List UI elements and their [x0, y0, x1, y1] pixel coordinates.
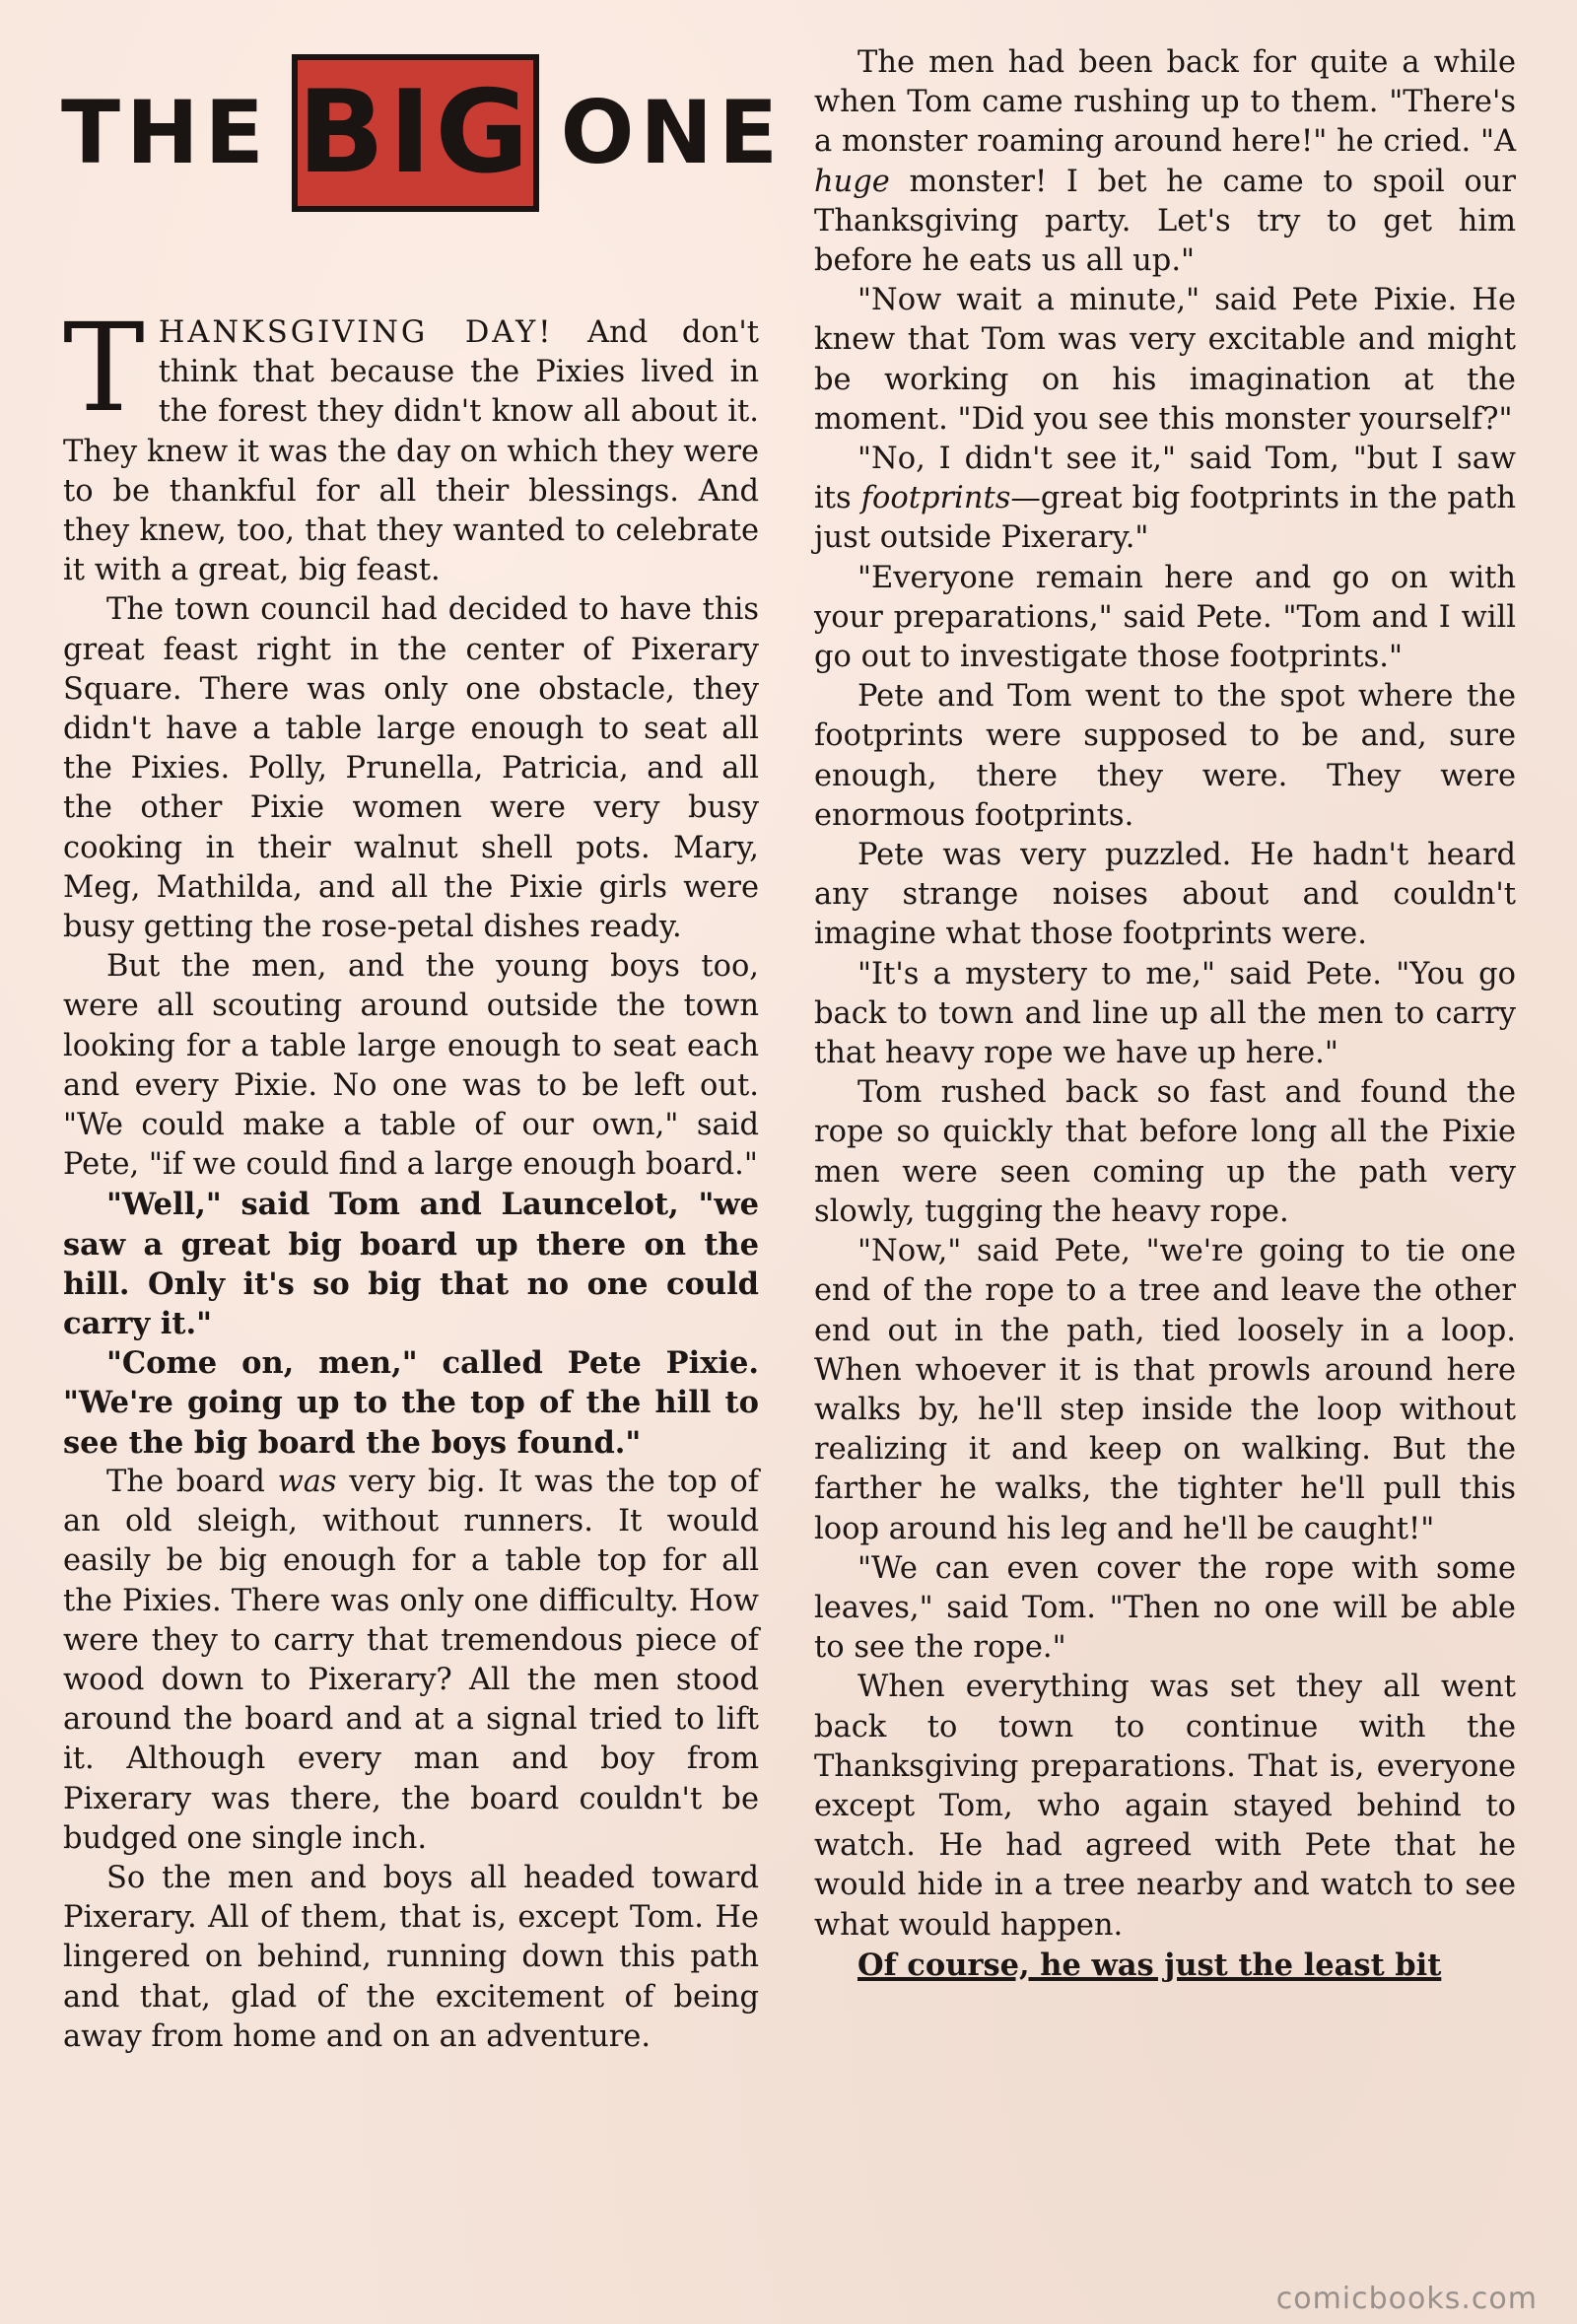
watermark: comicbooks.com — [1275, 2282, 1538, 2316]
paragraph — [814, 43, 1516, 281]
title-red-box — [292, 54, 539, 212]
paragraph: The town council had decided to have this great feast right in the center of Pixerary Square. There was only one obstacle, they didn't have a table large enough to seat all the Pixies. Polly, Prunella, Patricia, and all the other Pixie women were very busy cooking in their walnut shell pots. Mary, Meg, Mathilda, and all the Pixie girls were busy getting the rose-petal dishes ready. — [63, 592, 759, 945]
title-word-the: THE — [61, 82, 270, 183]
paragraph: So the men and boys all headed toward Pixerary. All of them, that is, except Tom. He lingered on behind, running down this path and that, glad of the excitement of being away from home and on an adventure. — [63, 1860, 759, 2054]
paragraph — [63, 298, 759, 590]
paragraph-text: The board — [106, 1464, 278, 1499]
paragraph-text: monster! I bet he came to spoil our Thanksgiving party. Let's try to get him before he eats us all up." — [814, 164, 1516, 279]
paragraph: When everything was set they all went back to town to continue with the Thanksgiving preparations. That is, everyone except Tom, who again stayed behind to watch. He had agreed with Pete that he would hide in a tree nearby and watch to see what would happen. — [814, 1670, 1516, 1943]
paragraph: "It's a mystery to me," said Pete. "You go back to town and line up all the men to carry that heavy rope we have up here." — [814, 956, 1516, 1071]
paragraph: "Everyone remain here and go on with your preparations," said Pete. "Tom and I will go out to investigate those footprints." — [814, 560, 1516, 675]
paragraph: Pete and Tom went to the spot where the footprints were supposed to be and, sure enough, there they were. They were enormous footprints. — [814, 679, 1516, 833]
paragraph: "Come on, men," called Pete Pixie. "We're going up to the top of the hill to see the big board the boys found." — [63, 1345, 759, 1461]
paragraph-text: —great big footprints in the path just outside Pixerary." — [814, 481, 1516, 556]
paragraph-text: And don't think that because the Pixies lived in the forest they didn't know all about it. They knew it was the day on which they were to be thankful for all their blessings. And they knew, too, that they wanted to celebrate it with a great, big feast. — [63, 315, 759, 588]
paragraph: "Well," said Tom and Launcelot, "we saw a great big board up there on the hill. Only it's so big that no one could carry it." — [63, 1187, 759, 1342]
paragraph-text: "No, I didn't see it," said Tom, "but I saw its — [814, 442, 1516, 516]
emphasis: was — [277, 1464, 337, 1499]
paragraph-text: very big. It was the top of an old sleigh, without runners. It would easily be big enough for a table top for all the Pixies. There was only one difficulty. How were they to carry that tremendous piece of wood down to Pixerary? All the men stood around the board and at a signal tried to lift it. Although every man and boy from Pixerary was there, the board couldn't be budged one single inch. — [63, 1464, 759, 1856]
emphasis: footprints — [860, 481, 1011, 516]
left-text-column — [63, 298, 759, 2057]
right-text-column — [814, 43, 1516, 1985]
paragraph: Pete was very puzzled. He hadn't heard any strange noises about and couldn't imagine what those footprints were. — [814, 838, 1516, 952]
emphasis: huge — [814, 164, 890, 199]
title-word-one: ONE — [560, 82, 785, 183]
drop-cap: T — [63, 298, 145, 440]
story-title — [61, 49, 785, 217]
paragraph: "We can even cover the rope with some leaves," said Tom. "Then no one will be able to see the rope." — [814, 1550, 1516, 1666]
paragraph: Tom rushed back so fast and found the rope so quickly that before long all the Pixie men were seen coming up the path very slowly, tugging the heavy rope. — [814, 1075, 1516, 1229]
paragraph-text: The men had been back for quite a while when Tom came rushing up to them. "There's a monster roaming around here!" he cried. "A — [814, 45, 1516, 160]
paragraph — [63, 1463, 759, 1859]
paragraph: Of course, he was just the least bit — [857, 1947, 1442, 1983]
paragraph: "Now," said Pete, "we're going to tie one end of the rope to a tree and leave the other end out in the path, tied loosely in a loop. When whoever it is that prowls around here walks by, he'll step inside the loop without realizing it and keep on walking. But the farther he walks, the tighter he'll pull this loop around his leg and he'll be caught!" — [814, 1234, 1516, 1546]
title-word-big: BIG — [297, 66, 533, 199]
paragraph — [814, 440, 1516, 559]
paragraph: But the men, and the young boys too, were all scouting around outside the town looking for a table large enough to seat each and every Pixie. No one was to be left out. "We could make a table of our own," said Pete, "if we could find a large enough board." — [63, 949, 759, 1183]
lead-in: HANKSGIVING DAY! — [158, 315, 554, 350]
paragraph: "Now wait a minute," said Pete Pixie. He knew that Tom was very excitable and might be working on his imagination at the moment. "Did you see this monster yourself?" — [814, 283, 1516, 437]
